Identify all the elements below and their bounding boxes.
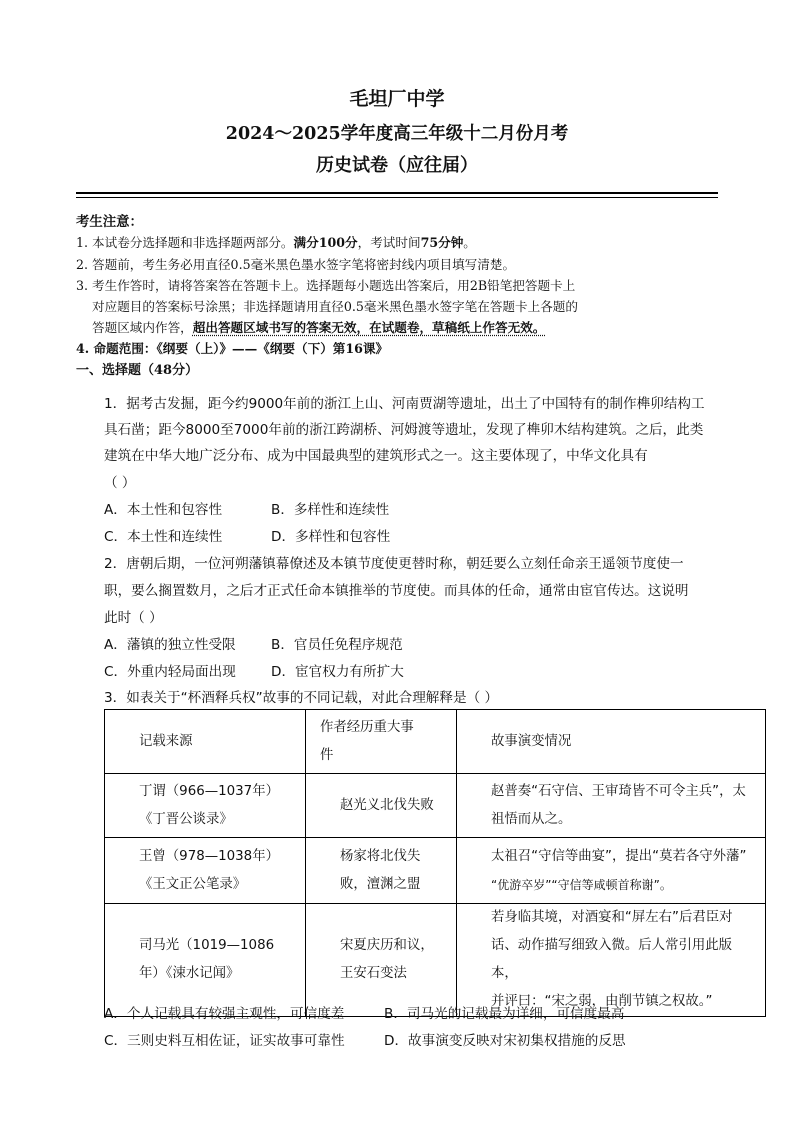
row1-story: 赵普奏“石守信、王审琦皆不可令主兵”，太 祖悟而从之。: [457, 774, 766, 838]
notice-title: 考生注意：: [76, 214, 143, 230]
notice-item-1: 1. 本试卷分选择题和非选择题两部分。满分100分，考试时间75分钟。: [76, 235, 476, 250]
table-row: [105, 774, 766, 838]
q2-option-c: C．外重内轻局面出现: [104, 664, 236, 680]
q1-option-d: D．多样性和包容性: [271, 529, 391, 545]
exam-title: 2024～2025学年度高三年级十二月份月考: [225, 124, 569, 144]
q2-option-b: B．官员任免程序规范: [271, 637, 403, 653]
q1-blank: （ ）: [104, 475, 136, 491]
school-name: 毛坦厂中学: [349, 88, 445, 110]
q3-table: [104, 709, 766, 1017]
table-row: [105, 904, 766, 1017]
q3-option-d: D．故事演变反映对宋初集权措施的反思: [384, 1033, 626, 1049]
q3-option-a: A．个人记载具有较强主观性，可信度差: [104, 1006, 345, 1022]
subject-title: 历史试卷（应往届）: [316, 155, 478, 176]
row3-event: 宋夏庆历和议， 王安石变法: [306, 904, 457, 1017]
q2-line-2: 职，要么搁置数月，之后才正式任命本镇推举的节度使。而具体的任命，通常由宦官传达。这说明: [104, 583, 689, 599]
q2-option-a: A．藩镇的独立性受限: [104, 637, 236, 653]
q2-option-d: D．宦官权力有所扩大: [271, 664, 404, 680]
row3-source: 司马光（1019—1086 年）《涑水记闻》: [105, 904, 306, 1017]
q3-option-c: C．三则史料互相佐证，证实故事可靠性: [104, 1033, 345, 1049]
q2-line-3: 此时（ ）: [104, 610, 163, 626]
table-header-event: 作者经历重大事 件: [306, 710, 457, 774]
header-rule-thin: [76, 197, 718, 198]
notice-item-3-line-1: 3. 考生作答时，请将答案答在答题卡上。选择题每小题选出答案后，用2B铅笔把答题卡上: [76, 278, 576, 293]
table-row: [105, 838, 766, 904]
row2-story: 太祖召“守信等曲宴”，提出“莫若各守外藩” “优游卒岁”“守信等咸顿首称谢”。: [457, 838, 766, 904]
notice-item-2: 2. 答题前，考生务必用直径0.5毫米黑色墨水签字笔将密封线内项目填写清楚。: [76, 257, 516, 272]
row2-event: 杨家将北伐失 败，澶渊之盟: [306, 838, 457, 904]
row2-source: 王曾（978—1038年） 《王文正公笔录》: [105, 838, 306, 904]
q1-option-a: A．本土性和包容性: [104, 502, 223, 518]
q1-line-1: 1．据考古发掘，距今约9000年前的浙江上山、河南贾湖等遗址，出土了中国特有的制作榫卯结构工: [104, 396, 705, 412]
q3-stem: 3．如表关于“杯酒释兵权”故事的不同记载，对此合理解释是（ ）: [104, 690, 499, 706]
q3-option-b: B．司马光的记载最为详细，可信度最高: [384, 1006, 625, 1022]
table-header-row: [105, 710, 766, 774]
notice-item-3-line-3: 答题区域内作答，超出答题区域书写的答案无效，在试题卷，草稿纸上作答无效。: [92, 320, 546, 335]
q2-line-1: 2．唐朝后期，一位河朔藩镇幕僚述及本镇节度使更替时称，朝廷要么立刻任命亲王遥领节度使一: [104, 556, 684, 572]
notice-item-3-line-2: 对应题目的答案标号涂黑；非选择题请用直径0.5毫米黑色墨水签字笔在答题卡上各题的: [92, 299, 578, 314]
notice-item-4: 4. 命题范围：《纲要（上）》——《纲要（下）第16课》: [76, 341, 389, 356]
header-rule-thick: [76, 192, 718, 194]
row1-event: 赵光义北伐失败: [306, 774, 457, 838]
table-header-source: 记载来源: [105, 710, 306, 774]
q1-line-2: 具石凿；距今8000至7000年前的浙江跨湖桥、河姆渡等遗址，发现了榫卯木结构建筑。之后，此类: [104, 422, 704, 438]
row1-source: 丁谓（966—1037年） 《丁晋公谈录》: [105, 774, 306, 838]
q1-line-3: 建筑在中华大地广泛分布、成为中国最典型的建筑形式之一。这主要体现了，中华文化具有: [104, 448, 648, 464]
section-choice-heading: 一、选择题（48分）: [76, 363, 199, 378]
q1-option-b: B．多样性和连续性: [271, 502, 390, 518]
table-header-story: 故事演变情况: [457, 710, 766, 774]
q1-option-c: C．本土性和连续性: [104, 529, 223, 545]
row3-story: 若身临其境，对酒宴和“屏左右”后君臣对 话、动作描写细致入微。后人常引用此版本， 并评曰：“宋之弱，由削节镇之权故。”: [457, 904, 766, 1017]
